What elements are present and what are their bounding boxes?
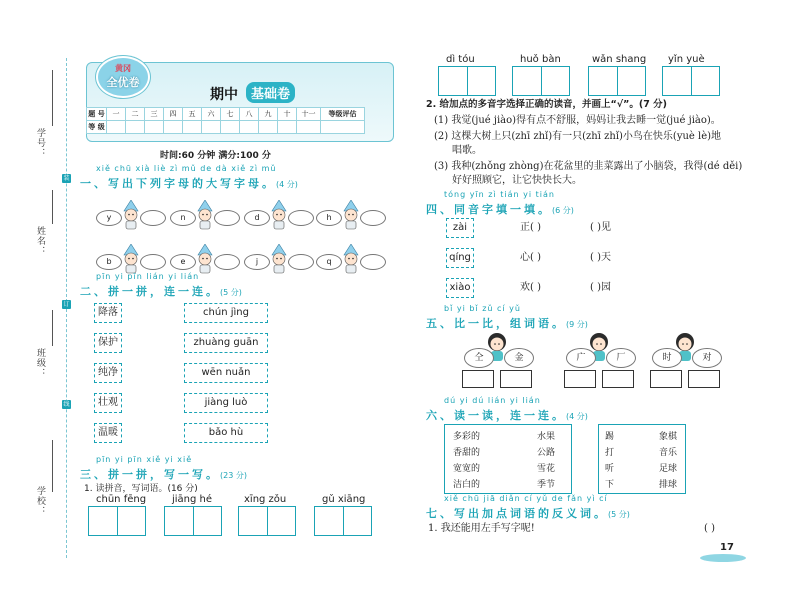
time-info: 时间:60 分钟 满分:100 分 bbox=[160, 151, 271, 161]
cut-tag: 订 bbox=[63, 301, 70, 308]
score-input[interactable] bbox=[321, 121, 365, 134]
score-header-row bbox=[87, 108, 365, 121]
lowercase-letter: y bbox=[96, 210, 122, 226]
logo-bottom-text: 全优卷 bbox=[106, 76, 140, 89]
blank-right[interactable]: ( )园 bbox=[590, 282, 611, 293]
score-cell: 题 号 bbox=[87, 108, 107, 121]
match-item[interactable]: 水果 bbox=[537, 432, 556, 442]
section3-pinyin: pīn yi pīn xiě yi xiě bbox=[96, 455, 193, 464]
section7-title-text: 七、写出加点词语的反义词。 bbox=[426, 507, 608, 520]
char-bubble: 对 bbox=[692, 348, 722, 368]
match-item[interactable]: 下 bbox=[605, 480, 615, 490]
section1-points: (4 分) bbox=[276, 180, 298, 189]
score-cell: 十 bbox=[278, 108, 297, 121]
section2-title bbox=[80, 283, 242, 299]
section7-pinyin: xiě chū jiā diǎn cí yǔ de fǎn yì cí bbox=[444, 494, 608, 503]
answer-blank[interactable]: ( ) bbox=[704, 523, 715, 534]
score-cell: 一 bbox=[107, 108, 126, 121]
score-input[interactable] bbox=[126, 121, 145, 134]
cartoon-kid-icon bbox=[266, 200, 292, 230]
score-input[interactable] bbox=[145, 121, 164, 134]
score-input[interactable] bbox=[297, 121, 321, 134]
score-cell: 等 级 bbox=[87, 121, 107, 134]
pinyin-box[interactable]: bǎo hù bbox=[184, 423, 268, 443]
answer-box[interactable] bbox=[462, 370, 494, 388]
match-item[interactable]: 宽宽的 bbox=[453, 464, 481, 474]
pinyin-prompt: yǐn yuè bbox=[668, 54, 705, 65]
cartoon-kid-icon bbox=[192, 200, 218, 230]
score-cell: 等级评估 bbox=[321, 108, 365, 121]
section1-pinyin: xiě chū xià liè zì mǔ de dà xiě zì mǔ bbox=[96, 164, 277, 173]
q2-title: 2. 给加点的多音字选择正确的读音，并画上“√”。(7 分) bbox=[426, 99, 667, 110]
page-title: 期中 bbox=[210, 87, 238, 103]
pinyin-prompt: huǒ bàn bbox=[520, 54, 561, 65]
pinyin-box: qíng bbox=[446, 248, 474, 268]
score-table bbox=[86, 107, 365, 134]
cartoon-kid-icon bbox=[118, 200, 144, 230]
answer-box[interactable] bbox=[650, 370, 682, 388]
section5-points: (9 分) bbox=[566, 320, 588, 329]
section6-title-text: 六、读一读，连一连。 bbox=[426, 409, 566, 422]
pinyin-box[interactable]: zhuàng guān bbox=[184, 333, 268, 353]
blank-right[interactable]: ( )天 bbox=[590, 252, 611, 263]
section2-points: (5 分) bbox=[220, 288, 242, 297]
match-item[interactable]: 季节 bbox=[537, 480, 556, 490]
score-input[interactable] bbox=[164, 121, 183, 134]
q2-line: 唱歌。 bbox=[452, 145, 482, 156]
score-cell: 四 bbox=[164, 108, 183, 121]
writing-grid[interactable] bbox=[164, 506, 222, 536]
word-box[interactable]: 纯净 bbox=[94, 363, 122, 383]
section3-title-text: 三、拼一拼，写一写。 bbox=[80, 468, 220, 481]
letter-exercise bbox=[170, 204, 240, 230]
pinyin-box[interactable]: chún jìng bbox=[184, 303, 268, 323]
lowercase-letter: q bbox=[316, 254, 342, 270]
section7-points: (5 分) bbox=[608, 510, 630, 519]
match-item[interactable]: 打 bbox=[605, 448, 615, 458]
cartoon-kid-icon bbox=[338, 244, 364, 274]
char-bubble: 厂 bbox=[606, 348, 636, 368]
blank-left[interactable]: 欢( ) bbox=[520, 282, 541, 293]
char-bubble: 广 bbox=[566, 348, 596, 368]
section2-title-text: 二、拼一拼，连一连。 bbox=[80, 285, 220, 298]
letter-exercise bbox=[244, 204, 314, 230]
score-cell: 三 bbox=[145, 108, 164, 121]
section4-pinyin: tóng yīn zì tián yi tián bbox=[444, 190, 555, 199]
section1-title bbox=[80, 175, 298, 191]
school-line bbox=[52, 440, 53, 492]
cut-tag: 线 bbox=[63, 401, 70, 408]
cartoon-kid-icon bbox=[338, 200, 364, 230]
section3-q1: 1. 读拼音，写词语。(16 分) bbox=[84, 484, 198, 494]
section4-title-text: 四、同音字填一填。 bbox=[426, 203, 552, 216]
char-bubble: 时 bbox=[652, 348, 682, 368]
binding-margin bbox=[0, 0, 68, 602]
lowercase-letter: j bbox=[244, 254, 270, 270]
writing-grid[interactable] bbox=[238, 506, 296, 536]
match-item[interactable]: 足球 bbox=[659, 464, 678, 474]
page-number-decoration bbox=[700, 554, 746, 562]
pinyin-box[interactable]: wēn nuǎn bbox=[184, 363, 268, 383]
section2-pinyin: pīn yi pīn lián yi lián bbox=[96, 272, 200, 281]
writing-grid[interactable] bbox=[314, 506, 372, 536]
name-line bbox=[52, 190, 53, 224]
cartoon-kid-icon bbox=[266, 244, 292, 274]
cartoon-kid-icon bbox=[192, 244, 218, 274]
score-cell: 八 bbox=[240, 108, 259, 121]
match-box-left bbox=[444, 424, 572, 494]
answer-box[interactable] bbox=[688, 370, 720, 388]
match-item[interactable]: 公路 bbox=[537, 448, 556, 458]
writing-grid[interactable] bbox=[512, 66, 570, 96]
brand-logo bbox=[96, 56, 150, 98]
pinyin-prompt: xīng zǒu bbox=[244, 494, 287, 505]
match-item[interactable]: 排球 bbox=[659, 480, 678, 490]
match-item[interactable]: 香甜的 bbox=[453, 448, 481, 458]
q2-line: (3) 我种(zhǒng zhòng)在花盆里的韭菜露出了小脑袋，我得(dé děi) bbox=[434, 161, 743, 172]
match-item[interactable]: 多彩的 bbox=[453, 432, 481, 442]
name-label: 姓名： bbox=[35, 226, 45, 256]
page-subtitle: 基础卷 bbox=[246, 82, 295, 103]
blank-left[interactable]: 心( ) bbox=[520, 252, 541, 263]
section5-title bbox=[426, 315, 588, 331]
answer-box[interactable] bbox=[500, 370, 532, 388]
pinyin-prompt: wǎn shang bbox=[592, 54, 647, 65]
id-label: 学号： bbox=[35, 128, 45, 158]
cartoon-kid-icon bbox=[118, 244, 144, 274]
section6-points: (4 分) bbox=[566, 412, 588, 421]
lowercase-letter: h bbox=[316, 210, 342, 226]
score-grade-row bbox=[87, 121, 365, 134]
score-cell: 十一 bbox=[297, 108, 321, 121]
match-item[interactable]: 听 bbox=[605, 464, 615, 474]
pinyin-box[interactable]: jiàng luò bbox=[184, 393, 268, 413]
word-box[interactable]: 壮观 bbox=[94, 393, 122, 413]
score-input[interactable] bbox=[107, 121, 126, 134]
letter-exercise bbox=[316, 204, 386, 230]
match-item[interactable]: 雪花 bbox=[537, 464, 556, 474]
section4-points: (6 分) bbox=[552, 206, 574, 215]
pinyin-prompt: gǔ xiāng bbox=[322, 494, 366, 505]
id-line bbox=[52, 70, 53, 126]
letter-exercise bbox=[316, 248, 386, 274]
word-box[interactable]: 保护 bbox=[94, 333, 122, 353]
answer-box[interactable] bbox=[602, 370, 634, 388]
section5-pinyin: bǐ yi bǐ zǔ cí yǔ bbox=[444, 304, 521, 313]
section3-points: (23 分) bbox=[220, 471, 247, 480]
writing-grid[interactable] bbox=[438, 66, 496, 96]
pinyin-box: zài bbox=[446, 218, 474, 238]
blank-left[interactable]: 正( ) bbox=[520, 222, 541, 233]
q2-line: (1) 我觉(jué jiào)得有点不舒服，妈妈让我去睡一觉(jué jiào)。 bbox=[434, 115, 721, 126]
section6-title bbox=[426, 407, 588, 423]
answer-box[interactable] bbox=[564, 370, 596, 388]
match-box-right bbox=[598, 424, 686, 494]
section6-pinyin: dú yi dú lián yi lián bbox=[444, 396, 541, 405]
match-item[interactable]: 音乐 bbox=[659, 448, 678, 458]
lowercase-letter: e bbox=[170, 254, 196, 270]
letter-exercise bbox=[170, 248, 240, 274]
section4-title bbox=[426, 201, 574, 217]
letter-exercise bbox=[244, 248, 314, 274]
logo-top-text: 黄冈 bbox=[115, 64, 131, 73]
class-line bbox=[52, 310, 53, 346]
score-cell: 五 bbox=[183, 108, 202, 121]
score-cell: 二 bbox=[126, 108, 145, 121]
blank-right[interactable]: ( )见 bbox=[590, 222, 611, 233]
match-item[interactable]: 象棋 bbox=[659, 432, 678, 442]
cut-tag: 装 bbox=[63, 175, 70, 182]
match-item[interactable]: 踢 bbox=[605, 432, 615, 442]
score-cell: 九 bbox=[259, 108, 278, 121]
score-cell: 七 bbox=[221, 108, 240, 121]
lowercase-letter: b bbox=[96, 254, 122, 270]
score-input[interactable] bbox=[259, 121, 278, 134]
pinyin-prompt: dì tóu bbox=[446, 54, 475, 65]
score-cell: 六 bbox=[202, 108, 221, 121]
letter-exercise bbox=[96, 204, 166, 230]
lowercase-letter: n bbox=[170, 210, 196, 226]
pinyin-box: xiào bbox=[446, 278, 474, 298]
school-label: 学校： bbox=[35, 486, 45, 516]
score-input[interactable] bbox=[240, 121, 259, 134]
class-label: 班级： bbox=[35, 348, 45, 378]
char-bubble: 金 bbox=[504, 348, 534, 368]
score-input[interactable] bbox=[202, 121, 221, 134]
lowercase-letter: d bbox=[244, 210, 270, 226]
writing-grid[interactable] bbox=[588, 66, 646, 96]
score-input[interactable] bbox=[278, 121, 297, 134]
word-box[interactable]: 降落 bbox=[94, 303, 122, 323]
section3-title bbox=[80, 466, 247, 482]
pinyin-prompt: jiāng hé bbox=[172, 494, 213, 505]
score-input[interactable] bbox=[221, 121, 240, 134]
writing-grid[interactable] bbox=[88, 506, 146, 536]
section7-title bbox=[426, 505, 630, 521]
word-box[interactable]: 温暖 bbox=[94, 423, 122, 443]
pinyin-prompt: chūn fēng bbox=[96, 494, 147, 505]
section5-title-text: 五、比一比，组词语。 bbox=[426, 317, 566, 330]
page-number: 17 bbox=[720, 542, 734, 553]
section7-q1: 1. 我还能用左手写字呢! bbox=[428, 523, 535, 534]
writing-grid[interactable] bbox=[662, 66, 720, 96]
match-item[interactable]: 洁白的 bbox=[453, 480, 481, 490]
section1-title-text: 一、写出下列字母的大写字母。 bbox=[80, 177, 276, 190]
q2-line: 好好照顾它，让它快快长大。 bbox=[452, 175, 582, 186]
score-input[interactable] bbox=[183, 121, 202, 134]
char-bubble: 仝 bbox=[464, 348, 494, 368]
letter-exercise bbox=[96, 248, 166, 274]
q2-line: (2) 这棵大树上只(zhī zhǐ)有一只(zhī zhǐ)小鸟在快乐(yuè lè)地 bbox=[434, 131, 722, 142]
